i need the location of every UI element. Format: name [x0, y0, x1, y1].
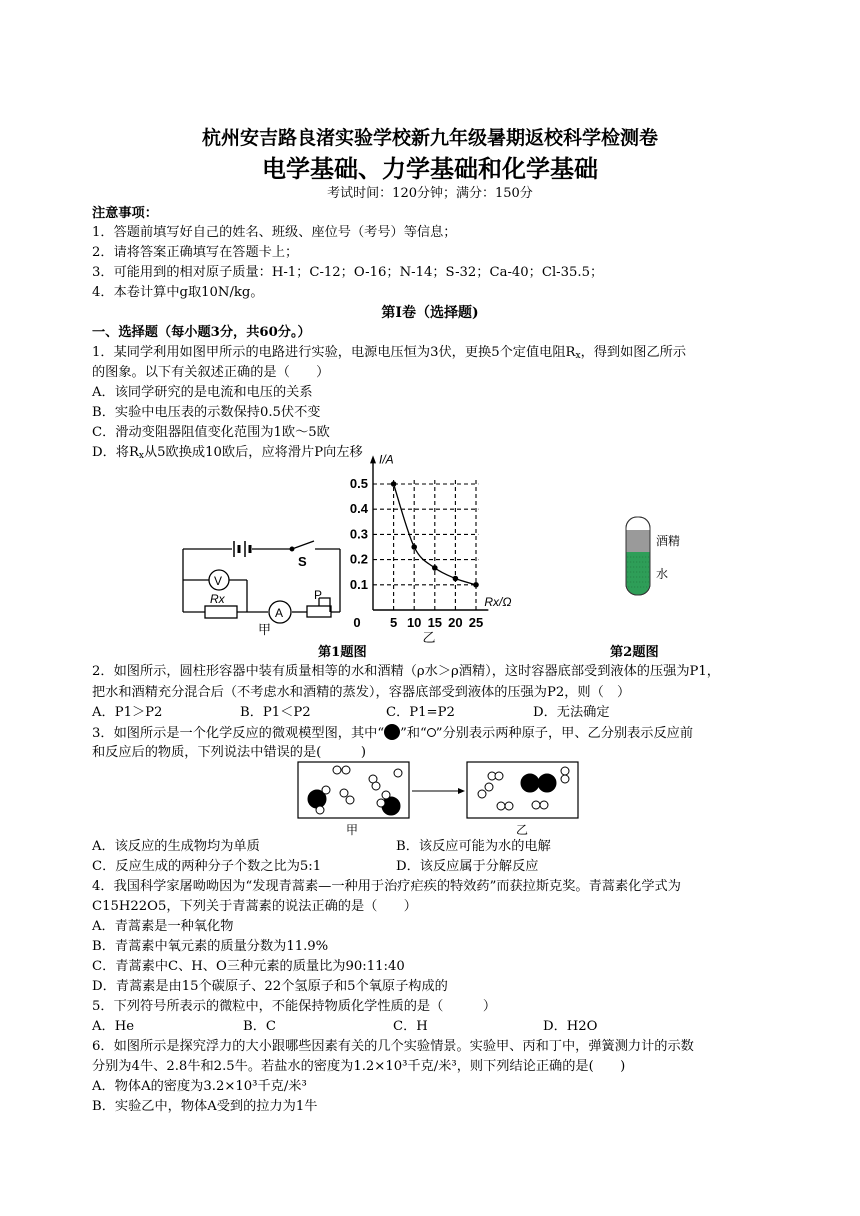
q3-option-b: B．该反应可能为水的电解	[396, 839, 551, 854]
q4-option-c: C．青蒿素中C、H、O三种元素的质量比为90:11:40	[92, 959, 405, 974]
q1-stem-line2: 的图象。以下有关叙述正确的是（ ）	[92, 365, 330, 380]
big-atom-icon	[384, 724, 400, 740]
water-layer	[627, 552, 650, 596]
q5-option-b: B．C	[243, 1019, 276, 1034]
chart-grid	[373, 477, 478, 610]
note-item: 3．可能用到的相对原子质量：H-1；C-12；O-16；N-14；S-32；Ca-40；Cl-35.5；	[92, 265, 604, 280]
q2-option-b: B．P1＜P2	[240, 705, 311, 720]
x-tick-label: 15	[427, 615, 443, 630]
fig1-caption: 第1题图	[318, 645, 367, 660]
chart-series	[391, 481, 479, 587]
q6-stem-line2: 分别为4牛、2.8牛和2.5牛。若盐水的密度为1.2×10³千克/米³，则下列结论正确的是( )	[92, 1059, 626, 1074]
q2-option-d: D．无法确定	[533, 705, 610, 720]
q6-option-a: A．物体A的密度为3.2×10³千克/米³	[92, 1079, 307, 1094]
exam-title: 杭州安吉路良渚实验学校新九年级暑期返校科学检测卷	[201, 127, 658, 149]
q3-option-c: C．反应生成的两种分子个数之比为5:1	[92, 859, 322, 874]
y-axis-arrow	[370, 455, 376, 463]
section-heading: 一、选择题（每小题3分，共60分。）	[92, 325, 311, 340]
exam-subtitle: 电学基础、力学基础和化学基础	[262, 154, 598, 183]
voltmeter-label: V	[214, 574, 223, 588]
y-tick-label: 0.2	[349, 551, 368, 567]
q2-stem-line2: 把水和酒精充分混合后（不考虑水和酒精的蒸发），容器底部受到液体的压强为P2，则（ ）	[92, 685, 631, 700]
note-item: 4．本卷计算中g取10N/kg。	[92, 285, 264, 300]
q2-option-a: A．P1＞P2	[92, 705, 163, 720]
chart-x-label: Rx/Ω	[484, 595, 512, 609]
data-point	[411, 544, 417, 550]
q3-stem-line2: 和反应后的物质，下列说法中错误的是( )	[92, 745, 367, 760]
note-item: 2．请将答案正确填写在答题卡上；	[92, 245, 299, 260]
x-tick-label: 0	[353, 615, 361, 630]
q1-option-c: C．滑动变阻器阻值变化范围为1欧～5欧	[92, 425, 330, 440]
fig2-caption: 第2题图	[610, 645, 659, 660]
small-atom-icon	[427, 728, 436, 737]
q6-stem-line1: 6．如图所示是探究浮力的大小跟哪些因素有关的几个实验情景。实验甲、丙和丁中，弹簧测力计的示数	[92, 1039, 694, 1054]
y-tick-label: 0.4	[349, 501, 368, 517]
alcohol-label: 酒精	[656, 534, 681, 548]
q5-option-d: D．H2O	[543, 1019, 598, 1034]
q3-option-d: D．该反应属于分解反应	[396, 859, 539, 874]
chart-axes	[370, 455, 488, 610]
q2-option-c: C．P1=P2	[386, 705, 455, 720]
q1-stem-line1: 1．某同学利用如图甲所示的电路进行实验，电源电压恒为3伏，更换5个定值电阻$R_x$，得到如图乙所示	[92, 345, 687, 361]
q4-stem-line2: C15H22O5，下列关于青蒿素的说法正确的是（ ）	[92, 899, 417, 914]
q5-option-a: A．He	[92, 1019, 135, 1034]
reaction-before-label: 甲	[346, 823, 359, 837]
part-title: 第I卷（选择题)	[381, 305, 479, 321]
q3-stem-line1: 3．如图所示是一个化学反应的微观模型图，其中“ ”和“ ”分别表示两种原子，甲、乙分别表示反应前	[92, 726, 694, 741]
switch-label: S	[298, 554, 307, 569]
q5-option-c: C．H	[393, 1019, 428, 1034]
data-point	[453, 576, 459, 582]
exam-info: 考试时间：120分钟；满分：150分	[327, 186, 533, 201]
q4-option-a: A．青蒿素是一种氧化物	[92, 919, 234, 934]
circuit-caption: 甲	[258, 622, 272, 637]
q5-stem: 5．下列符号所表示的微粒中，不能保持物质化学性质的是（ ）	[92, 999, 497, 1014]
data-point	[432, 565, 438, 571]
x-tick-label: 5	[389, 615, 398, 630]
y-tick-label: 0.1	[349, 576, 368, 592]
reaction-after-label: 乙	[516, 823, 529, 837]
q4-option-d: D．青蒿素是由15个碳原子、22个氢原子和5个氧原子构成的	[92, 979, 448, 994]
x-tick-label: 20	[448, 615, 463, 630]
q2-stem-line1: 2．如图所示，圆柱形容器中装有质量相等的水和酒精（ρ水＞ρ酒精），这时容器底部受到液体的压强为P1，	[92, 664, 720, 679]
ammeter-label: A	[275, 606, 284, 620]
y-tick-label: 0.3	[349, 526, 368, 542]
x-tick-label: 10	[406, 615, 422, 630]
q4-stem-line1: 4．我国科学家屠呦呦因为“发现青蒿素—一种用于治疗疟疾的特效药”而获拉斯克奖。青蒿素化学式为	[92, 879, 681, 894]
data-point	[473, 582, 479, 588]
note-item: 1．答题前填写好自己的姓名、班级、座位号（考号）等信息；	[92, 225, 457, 240]
data-point	[391, 481, 397, 487]
water-label: 水	[656, 567, 669, 581]
q1-option-a: A．该同学研究的是电流和电压的关系	[92, 385, 313, 400]
q1-option-b: B．实验中电压表的示数保持0.5伏不变	[92, 405, 321, 420]
slider-label: P	[314, 588, 323, 602]
x-tick-label: 25	[468, 615, 484, 630]
resistor-label: Rx	[210, 592, 225, 606]
q1-option-d: D．将$R_x$从5欧换成10欧后，应将滑片P向左移	[92, 445, 363, 461]
chart-caption: 乙	[422, 630, 436, 645]
q3-option-a: A．该反应的生成物均为单质	[92, 839, 260, 854]
q4-option-b: B．青蒿素中氧元素的质量分数为11.9%	[92, 939, 329, 954]
q4-formula: C15H22O5	[92, 899, 167, 914]
q6-option-b: B．实验乙中，物体A受到的拉力为1牛	[92, 1099, 318, 1114]
y-tick-label: 0.5	[349, 476, 368, 491]
series-line	[394, 484, 476, 585]
notes-heading: 注意事项：	[92, 206, 158, 221]
alcohol-layer	[627, 530, 650, 552]
chart-ticks	[350, 476, 483, 630]
chart-y-label: I/A	[379, 452, 394, 467]
